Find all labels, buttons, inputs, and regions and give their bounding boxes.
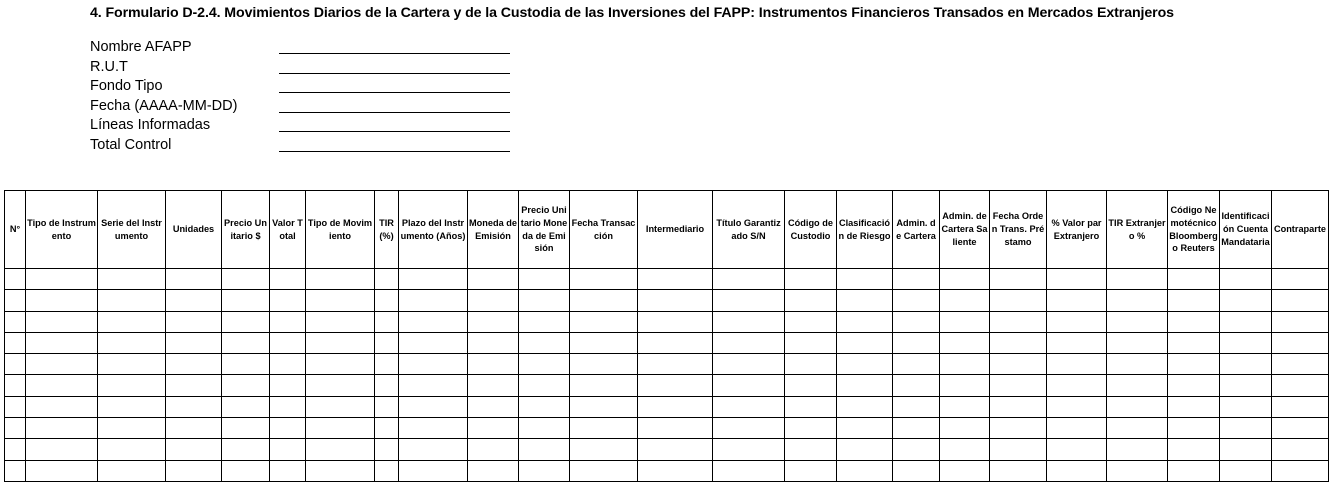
rut-input-line[interactable] — [279, 73, 510, 74]
table-cell[interactable] — [519, 311, 570, 332]
table-cell[interactable] — [713, 375, 785, 396]
table-cell[interactable] — [940, 311, 990, 332]
table-cell[interactable] — [5, 418, 26, 439]
table-cell[interactable] — [940, 460, 990, 481]
column-header: N° — [5, 191, 26, 269]
table-cell[interactable] — [713, 396, 785, 417]
table-cell[interactable] — [1047, 269, 1107, 290]
table-cell[interactable] — [570, 269, 638, 290]
table-cell[interactable] — [306, 375, 375, 396]
table-cell[interactable] — [1047, 311, 1107, 332]
table-row — [5, 375, 1329, 396]
field-label: Nombre AFAPP — [90, 39, 192, 55]
table-cell[interactable] — [26, 460, 98, 481]
table-cell[interactable] — [270, 354, 306, 375]
table-cell[interactable] — [1168, 354, 1220, 375]
table-cell[interactable] — [375, 375, 399, 396]
table-cell[interactable] — [306, 354, 375, 375]
table-cell[interactable] — [222, 311, 270, 332]
table-cell[interactable] — [1107, 439, 1168, 460]
table-cell[interactable] — [638, 439, 713, 460]
table-cell[interactable] — [399, 460, 468, 481]
table-cell[interactable] — [98, 354, 166, 375]
table-cell[interactable] — [713, 418, 785, 439]
table-cell[interactable] — [1220, 418, 1272, 439]
table-cell[interactable] — [990, 460, 1047, 481]
table-cell[interactable] — [166, 269, 222, 290]
table-cell[interactable] — [306, 439, 375, 460]
table-cell[interactable] — [468, 396, 519, 417]
table-cell[interactable] — [222, 354, 270, 375]
table-cell[interactable] — [893, 311, 940, 332]
table-cell[interactable] — [1047, 332, 1107, 353]
table-cell[interactable] — [26, 311, 98, 332]
table-cell[interactable] — [1168, 332, 1220, 353]
table-cell[interactable] — [399, 439, 468, 460]
table-cell[interactable] — [713, 439, 785, 460]
table-cell[interactable] — [166, 439, 222, 460]
table-cell[interactable] — [5, 396, 26, 417]
table-cell[interactable] — [399, 396, 468, 417]
table-cell[interactable] — [519, 439, 570, 460]
table-cell[interactable] — [399, 332, 468, 353]
table-cell[interactable] — [1107, 375, 1168, 396]
table-cell[interactable] — [222, 269, 270, 290]
table-cell[interactable] — [166, 396, 222, 417]
table-cell[interactable] — [837, 354, 893, 375]
table-cell[interactable] — [893, 396, 940, 417]
table-cell[interactable] — [1047, 354, 1107, 375]
table-cell[interactable] — [306, 396, 375, 417]
table-cell[interactable] — [837, 418, 893, 439]
table-cell[interactable] — [468, 269, 519, 290]
column-header: Tipo de Movimiento — [306, 191, 375, 269]
table-cell[interactable] — [990, 332, 1047, 353]
table-cell[interactable] — [638, 418, 713, 439]
table-header-row — [5, 191, 1329, 269]
table-cell[interactable] — [1107, 290, 1168, 311]
table-cell[interactable] — [222, 290, 270, 311]
table-cell[interactable] — [399, 418, 468, 439]
table-cell[interactable] — [468, 460, 519, 481]
table-cell[interactable] — [468, 311, 519, 332]
table-cell[interactable] — [98, 311, 166, 332]
fecha-input-line[interactable] — [279, 112, 510, 113]
table-cell[interactable] — [940, 375, 990, 396]
table-cell[interactable] — [990, 439, 1047, 460]
table-cell[interactable] — [519, 396, 570, 417]
field-label: Total Control — [90, 136, 172, 153]
table-cell[interactable] — [837, 290, 893, 311]
table-cell[interactable] — [940, 418, 990, 439]
table-cell[interactable] — [5, 375, 26, 396]
table-cell[interactable] — [570, 396, 638, 417]
field-total-control — [90, 136, 520, 156]
header-fields — [90, 38, 520, 156]
field-rut — [90, 58, 520, 78]
table-cell[interactable] — [5, 269, 26, 290]
table-cell[interactable] — [399, 311, 468, 332]
table-cell[interactable] — [98, 396, 166, 417]
table-cell[interactable] — [990, 269, 1047, 290]
table-cell[interactable] — [1272, 332, 1329, 353]
table-cell[interactable] — [26, 269, 98, 290]
table-cell[interactable] — [270, 439, 306, 460]
table-cell[interactable] — [713, 311, 785, 332]
column-header: % Valor par Extranjero — [1047, 191, 1107, 269]
table-cell[interactable] — [893, 290, 940, 311]
table-cell[interactable] — [519, 290, 570, 311]
table-cell[interactable] — [1107, 311, 1168, 332]
table-cell[interactable] — [222, 332, 270, 353]
table-cell[interactable] — [940, 290, 990, 311]
table-cell[interactable] — [1047, 460, 1107, 481]
table-cell[interactable] — [468, 290, 519, 311]
table-cell[interactable] — [837, 396, 893, 417]
table-cell[interactable] — [1107, 269, 1168, 290]
column-header: Intermediario — [638, 191, 713, 269]
table-cell[interactable] — [375, 460, 399, 481]
table-cell[interactable] — [5, 439, 26, 460]
table-cell[interactable] — [940, 439, 990, 460]
table-cell[interactable] — [940, 269, 990, 290]
table-row — [5, 418, 1329, 439]
table-cell[interactable] — [1047, 418, 1107, 439]
table-cell[interactable] — [1168, 396, 1220, 417]
column-header: Serie del Instrumento — [98, 191, 166, 269]
table-cell[interactable] — [222, 418, 270, 439]
table-cell[interactable] — [940, 354, 990, 375]
column-header: Fecha Transacción — [570, 191, 638, 269]
table-row — [5, 290, 1329, 311]
table-cell[interactable] — [375, 354, 399, 375]
table-cell[interactable] — [1272, 269, 1329, 290]
table-cell[interactable] — [5, 354, 26, 375]
table-cell[interactable] — [570, 290, 638, 311]
table-cell[interactable] — [1107, 354, 1168, 375]
column-header: Admin. de Cartera — [893, 191, 940, 269]
table-cell[interactable] — [990, 354, 1047, 375]
table-cell[interactable] — [166, 311, 222, 332]
field-label: Fecha (AAAA-MM-DD) — [90, 97, 238, 114]
table-cell[interactable] — [98, 439, 166, 460]
table-cell[interactable] — [940, 396, 990, 417]
field-lineas-informadas — [90, 116, 520, 136]
table-cell[interactable] — [375, 439, 399, 460]
column-header: TIR Extranjero % — [1107, 191, 1168, 269]
table-cell[interactable] — [1047, 396, 1107, 417]
table-cell[interactable] — [990, 290, 1047, 311]
field-nombre-afapp — [90, 38, 520, 58]
table-cell[interactable] — [990, 418, 1047, 439]
table-cell[interactable] — [270, 396, 306, 417]
table-cell[interactable] — [1168, 311, 1220, 332]
table-cell[interactable] — [837, 460, 893, 481]
table-cell[interactable] — [1272, 354, 1329, 375]
table-cell[interactable] — [1220, 269, 1272, 290]
table-cell[interactable] — [570, 375, 638, 396]
table-cell[interactable] — [713, 290, 785, 311]
table-cell[interactable] — [166, 354, 222, 375]
table-cell[interactable] — [785, 311, 837, 332]
table-cell[interactable] — [306, 418, 375, 439]
table-cell[interactable] — [98, 375, 166, 396]
table-cell[interactable] — [990, 375, 1047, 396]
table-cell[interactable] — [1220, 460, 1272, 481]
table-cell[interactable] — [638, 332, 713, 353]
table-cell[interactable] — [1272, 418, 1329, 439]
table-cell[interactable] — [26, 290, 98, 311]
table-cell[interactable] — [375, 332, 399, 353]
table-cell[interactable] — [166, 290, 222, 311]
column-header: Clasificación de Riesgo — [837, 191, 893, 269]
table-cell[interactable] — [1168, 269, 1220, 290]
table-cell[interactable] — [375, 396, 399, 417]
table-cell[interactable] — [570, 460, 638, 481]
table-cell[interactable] — [166, 375, 222, 396]
table-cell[interactable] — [1168, 418, 1220, 439]
table-cell[interactable] — [638, 354, 713, 375]
table-cell[interactable] — [306, 311, 375, 332]
table-cell[interactable] — [1220, 311, 1272, 332]
field-label: Fondo Tipo — [90, 78, 163, 95]
column-header: Fecha Orden Trans. Préstamo — [990, 191, 1047, 269]
table-cell[interactable] — [785, 418, 837, 439]
table-cell[interactable] — [399, 269, 468, 290]
table-cell[interactable] — [785, 375, 837, 396]
table-cell[interactable] — [26, 375, 98, 396]
table-cell[interactable] — [519, 269, 570, 290]
table-cell[interactable] — [837, 375, 893, 396]
table-cell[interactable] — [222, 460, 270, 481]
table-cell[interactable] — [270, 460, 306, 481]
table-cell[interactable] — [1168, 375, 1220, 396]
table-cell[interactable] — [1168, 460, 1220, 481]
table-cell[interactable] — [306, 332, 375, 353]
table-cell[interactable] — [98, 418, 166, 439]
table-cell[interactable] — [638, 396, 713, 417]
table-cell[interactable] — [1168, 439, 1220, 460]
table-cell[interactable] — [399, 290, 468, 311]
table-cell[interactable] — [519, 418, 570, 439]
table-cell[interactable] — [570, 311, 638, 332]
table-row — [5, 439, 1329, 460]
table-cell[interactable] — [785, 460, 837, 481]
table-cell[interactable] — [222, 439, 270, 460]
table-cell[interactable] — [1272, 375, 1329, 396]
field-fecha — [90, 97, 520, 117]
table-cell[interactable] — [837, 439, 893, 460]
table-row — [5, 396, 1329, 417]
field-fondo-tipo — [90, 77, 520, 97]
table-cell[interactable] — [166, 418, 222, 439]
table-cell[interactable] — [713, 460, 785, 481]
table-cell[interactable] — [306, 460, 375, 481]
table-cell[interactable] — [893, 439, 940, 460]
fondo-tipo-input-line[interactable] — [279, 92, 510, 93]
table-cell[interactable] — [1272, 439, 1329, 460]
table-cell[interactable] — [166, 460, 222, 481]
table-cell[interactable] — [990, 311, 1047, 332]
field-label: R.U.T — [90, 58, 128, 75]
table-cell[interactable] — [1047, 375, 1107, 396]
column-header: Precio Unitario $ — [222, 191, 270, 269]
table-cell[interactable] — [785, 332, 837, 353]
table-cell[interactable] — [570, 354, 638, 375]
table-cell[interactable] — [837, 311, 893, 332]
column-header: Precio Unitario Moneda de Emisión — [519, 191, 570, 269]
table-cell[interactable] — [26, 354, 98, 375]
table-cell[interactable] — [98, 269, 166, 290]
table-cell[interactable] — [713, 332, 785, 353]
table-cell[interactable] — [785, 269, 837, 290]
table-cell[interactable] — [270, 311, 306, 332]
table-cell[interactable] — [1272, 290, 1329, 311]
table-cell[interactable] — [5, 460, 26, 481]
table-cell[interactable] — [893, 269, 940, 290]
table-cell[interactable] — [638, 269, 713, 290]
table-cell[interactable] — [375, 311, 399, 332]
table-cell[interactable] — [1047, 439, 1107, 460]
column-header: Moneda de Emisión — [468, 191, 519, 269]
table-cell[interactable] — [166, 332, 222, 353]
column-header: Contraparte — [1272, 191, 1329, 269]
column-header: Valor Total — [270, 191, 306, 269]
table-cell[interactable] — [1220, 354, 1272, 375]
table-cell[interactable] — [893, 354, 940, 375]
table-cell[interactable] — [26, 332, 98, 353]
field-label: Líneas Informadas — [90, 117, 211, 134]
table-cell[interactable] — [5, 311, 26, 332]
table-cell[interactable] — [893, 375, 940, 396]
table-cell[interactable] — [1107, 418, 1168, 439]
table-row — [5, 311, 1329, 332]
table-cell[interactable] — [399, 354, 468, 375]
column-header: Unidades — [166, 191, 222, 269]
table-cell[interactable] — [837, 269, 893, 290]
table-cell[interactable] — [638, 311, 713, 332]
table-cell[interactable] — [1220, 290, 1272, 311]
table-cell[interactable] — [375, 269, 399, 290]
table-cell[interactable] — [5, 332, 26, 353]
table-cell[interactable] — [570, 332, 638, 353]
column-header: Plazo del Instrumento (Años) — [399, 191, 468, 269]
table-cell[interactable] — [468, 418, 519, 439]
table-cell[interactable] — [26, 418, 98, 439]
table-cell[interactable] — [1220, 439, 1272, 460]
table-row — [5, 460, 1329, 481]
table-cell[interactable] — [98, 332, 166, 353]
table-row — [5, 332, 1329, 353]
table-cell[interactable] — [270, 418, 306, 439]
table-cell[interactable] — [713, 354, 785, 375]
table-cell[interactable] — [399, 375, 468, 396]
table-cell[interactable] — [1168, 290, 1220, 311]
table-cell[interactable] — [26, 396, 98, 417]
table-cell[interactable] — [1272, 396, 1329, 417]
column-header: TIR (%) — [375, 191, 399, 269]
table-cell[interactable] — [785, 290, 837, 311]
lineas-informadas-input-line[interactable] — [279, 131, 510, 132]
table-cell[interactable] — [785, 396, 837, 417]
table-cell[interactable] — [519, 460, 570, 481]
table-cell[interactable] — [98, 290, 166, 311]
table-cell[interactable] — [1047, 290, 1107, 311]
table-cell[interactable] — [1220, 396, 1272, 417]
table-cell[interactable] — [893, 460, 940, 481]
table-cell[interactable] — [468, 439, 519, 460]
movements-table — [4, 190, 1329, 482]
table-cell[interactable] — [1107, 332, 1168, 353]
table-cell[interactable] — [519, 375, 570, 396]
table-cell[interactable] — [785, 439, 837, 460]
table-cell[interactable] — [519, 332, 570, 353]
table-cell[interactable] — [26, 439, 98, 460]
table-cell[interactable] — [837, 332, 893, 353]
table-cell[interactable] — [1220, 332, 1272, 353]
table-cell[interactable] — [375, 418, 399, 439]
table-cell[interactable] — [638, 290, 713, 311]
nombre-afapp-input-line[interactable] — [279, 53, 510, 54]
column-header: Identificación Cuenta Mandataria — [1220, 191, 1272, 269]
table-cell[interactable] — [468, 354, 519, 375]
table-cell[interactable] — [270, 375, 306, 396]
table-cell[interactable] — [570, 418, 638, 439]
table-cell[interactable] — [1107, 396, 1168, 417]
table-cell[interactable] — [638, 375, 713, 396]
table-cell[interactable] — [270, 290, 306, 311]
column-header: Tipo de Instrumento — [26, 191, 98, 269]
table-cell[interactable] — [222, 375, 270, 396]
total-control-input-line[interactable] — [279, 151, 510, 152]
table-cell[interactable] — [270, 269, 306, 290]
table-cell[interactable] — [713, 269, 785, 290]
table-cell[interactable] — [638, 460, 713, 481]
table-cell[interactable] — [785, 354, 837, 375]
table-row — [5, 354, 1329, 375]
table-cell[interactable] — [1107, 460, 1168, 481]
column-header: Código Nemotécnico Bloomberg o Reuters — [1168, 191, 1220, 269]
table-row — [5, 269, 1329, 290]
document-title: 4. Formulario D-2.4. Movimientos Diarios de la Cartera y de la Custodia de las Inversiones del FAPP: Instrumentos Financieros Transados en Mercados Extranjeros — [90, 5, 1174, 21]
table-cell[interactable] — [222, 396, 270, 417]
table-cell[interactable] — [1272, 311, 1329, 332]
table-cell[interactable] — [1272, 460, 1329, 481]
table-cell[interactable] — [990, 396, 1047, 417]
table-cell[interactable] — [1220, 375, 1272, 396]
table-body — [5, 269, 1329, 482]
column-header: Título Garantizado S/N — [713, 191, 785, 269]
table-cell[interactable] — [893, 418, 940, 439]
table-cell[interactable] — [519, 354, 570, 375]
table-cell[interactable] — [270, 332, 306, 353]
table-cell[interactable] — [468, 332, 519, 353]
table-cell[interactable] — [570, 439, 638, 460]
column-header: Código de Custodio — [785, 191, 837, 269]
table-cell[interactable] — [306, 290, 375, 311]
table-cell[interactable] — [375, 290, 399, 311]
table-cell[interactable] — [468, 375, 519, 396]
table-cell[interactable] — [306, 269, 375, 290]
column-header: Admin. de Cartera Saliente — [940, 191, 990, 269]
table-cell[interactable] — [98, 460, 166, 481]
table-cell[interactable] — [940, 332, 990, 353]
table-cell[interactable] — [893, 332, 940, 353]
table-cell[interactable] — [5, 290, 26, 311]
